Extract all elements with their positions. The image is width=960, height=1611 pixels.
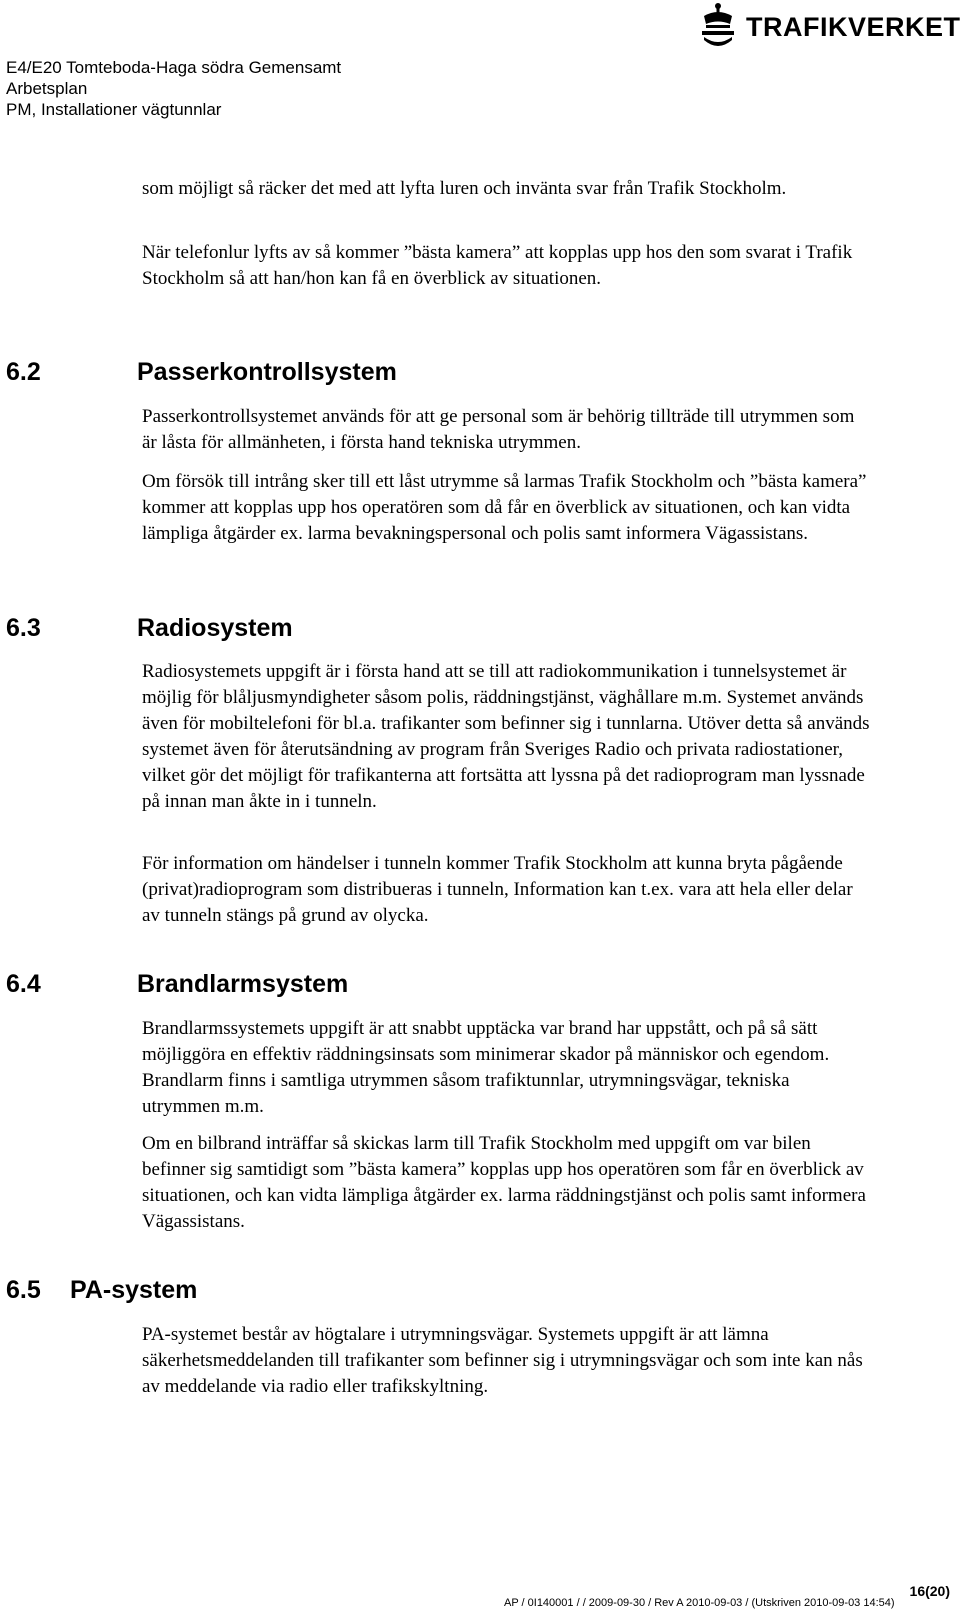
document-subtitle: PM, Installationer vägtunnlar [6, 100, 222, 119]
section-title: Radiosystem [137, 614, 293, 642]
paragraph: PA-systemet består av högtalare i utrymningsvägar. Systemets uppgift är att lämna säkerhetsmeddelanden till trafikanter som befinner sig i utrymningsvägar och som inte kan nås av meddelande via radio eller trafikskyltning. [142, 1324, 863, 1397]
section-heading-6-2 [6, 358, 397, 387]
paragraph: Brandlarmssystemets uppgift är att snabbt upptäcka var brand har uppstått, och på så sätt möjliggöra en effektiv räddningsinsats som minimerar skador på människor och egendom. Brandlarm finns i samtliga utrymmen såsom trafiktunnlar, utrymningsvägar, tekniska utrymmen m.m. [142, 1018, 830, 1117]
section-title: Brandlarmsystem [137, 970, 349, 998]
paragraph: Om försök till intrång sker till ett låst utrymme så larmas Trafik Stockholm och ”bästa kamera” kommer att kopplas upp hos operatören som då får en överblick av situationen, och kan vidta lämpliga åtgärder ex. larma bevakningspersonal och polis samt informera Vägassistans. [142, 471, 867, 544]
logo-wordmark: TRAFIKVERKET [746, 12, 960, 42]
section-number: 6.2 [6, 358, 41, 386]
paragraph: När telefonlur lyfts av så kommer ”bästa kamera” att kopplas upp hos den som svarat i Trafik Stockholm så att han/hon kan få en överblick av situationen. [142, 242, 853, 289]
paragraph: Radiosystemets uppgift är i första hand att se till att radiokommunikation i tunnelsystemet är möjlig för blåljusmyndigheter såsom polis, räddningstjänst, väghållare m.m. Systemet används även för mobiltelefoni för bl.a. trafikanter som befinner sig i tunnlarna. Utöver detta så används systemet även för återutsändning av program från Sveriges Radio och privata radiostationer, vilket gör det möjligt för trafikanterna att fortsätta att lyssna på det radioprogram man lyssnade på innan man åkte in i tunneln. [142, 661, 870, 812]
section-number: 6.5 [6, 1276, 41, 1304]
crown-emblem-icon [698, 2, 738, 54]
section-heading-6-5 [6, 1276, 197, 1305]
paragraph: Om en bilbrand inträffar så skickas larm till Trafik Stockholm med uppgift om var bilen befinner sig samtidigt som ”bästa kamera” kopplas upp hos operatören som får en överblick av situationen, och kan vidta lämpliga åtgärder ex. larma räddningstjänst och polis samt informera Vägassistans. [142, 1133, 866, 1232]
paragraph: som möjligt så räcker det med att lyfta luren och invänta svar från Trafik Stockholm. [142, 178, 787, 199]
paragraph: Passerkontrollsystemet används för att ge personal som är behörig tillträde till utrymmen som är låsta för allmänheten, i första hand tekniska utrymmen. [142, 406, 855, 453]
section-title: Passerkontrollsystem [137, 358, 397, 386]
section-title: PA-system [70, 1276, 198, 1304]
document-header [6, 57, 341, 120]
section-number: 6.4 [6, 970, 41, 998]
section-heading-6-4 [6, 970, 348, 999]
section-number: 6.3 [6, 614, 41, 642]
page-number: 16(20) [909, 1583, 950, 1599]
document-metadata: AP / 0I140001 / / 2009-09-30 / Rev A 2010-09-03 / (Utskriven 2010-09-03 14:54) [504, 1597, 895, 1609]
document-type: Arbetsplan [6, 79, 88, 98]
project-title: E4/E20 Tomteboda-Haga södra Gemensamt [6, 58, 342, 77]
paragraph: För information om händelser i tunneln kommer Trafik Stockholm att kunna bryta pågående (privat)radioprogram som distribueras i tunneln, Information kan t.ex. vara att hela eller delar av tunneln stängs på grund av olycka. [142, 853, 853, 926]
trafikverket-logo [698, 0, 960, 58]
section-heading-6-3 [6, 614, 293, 643]
